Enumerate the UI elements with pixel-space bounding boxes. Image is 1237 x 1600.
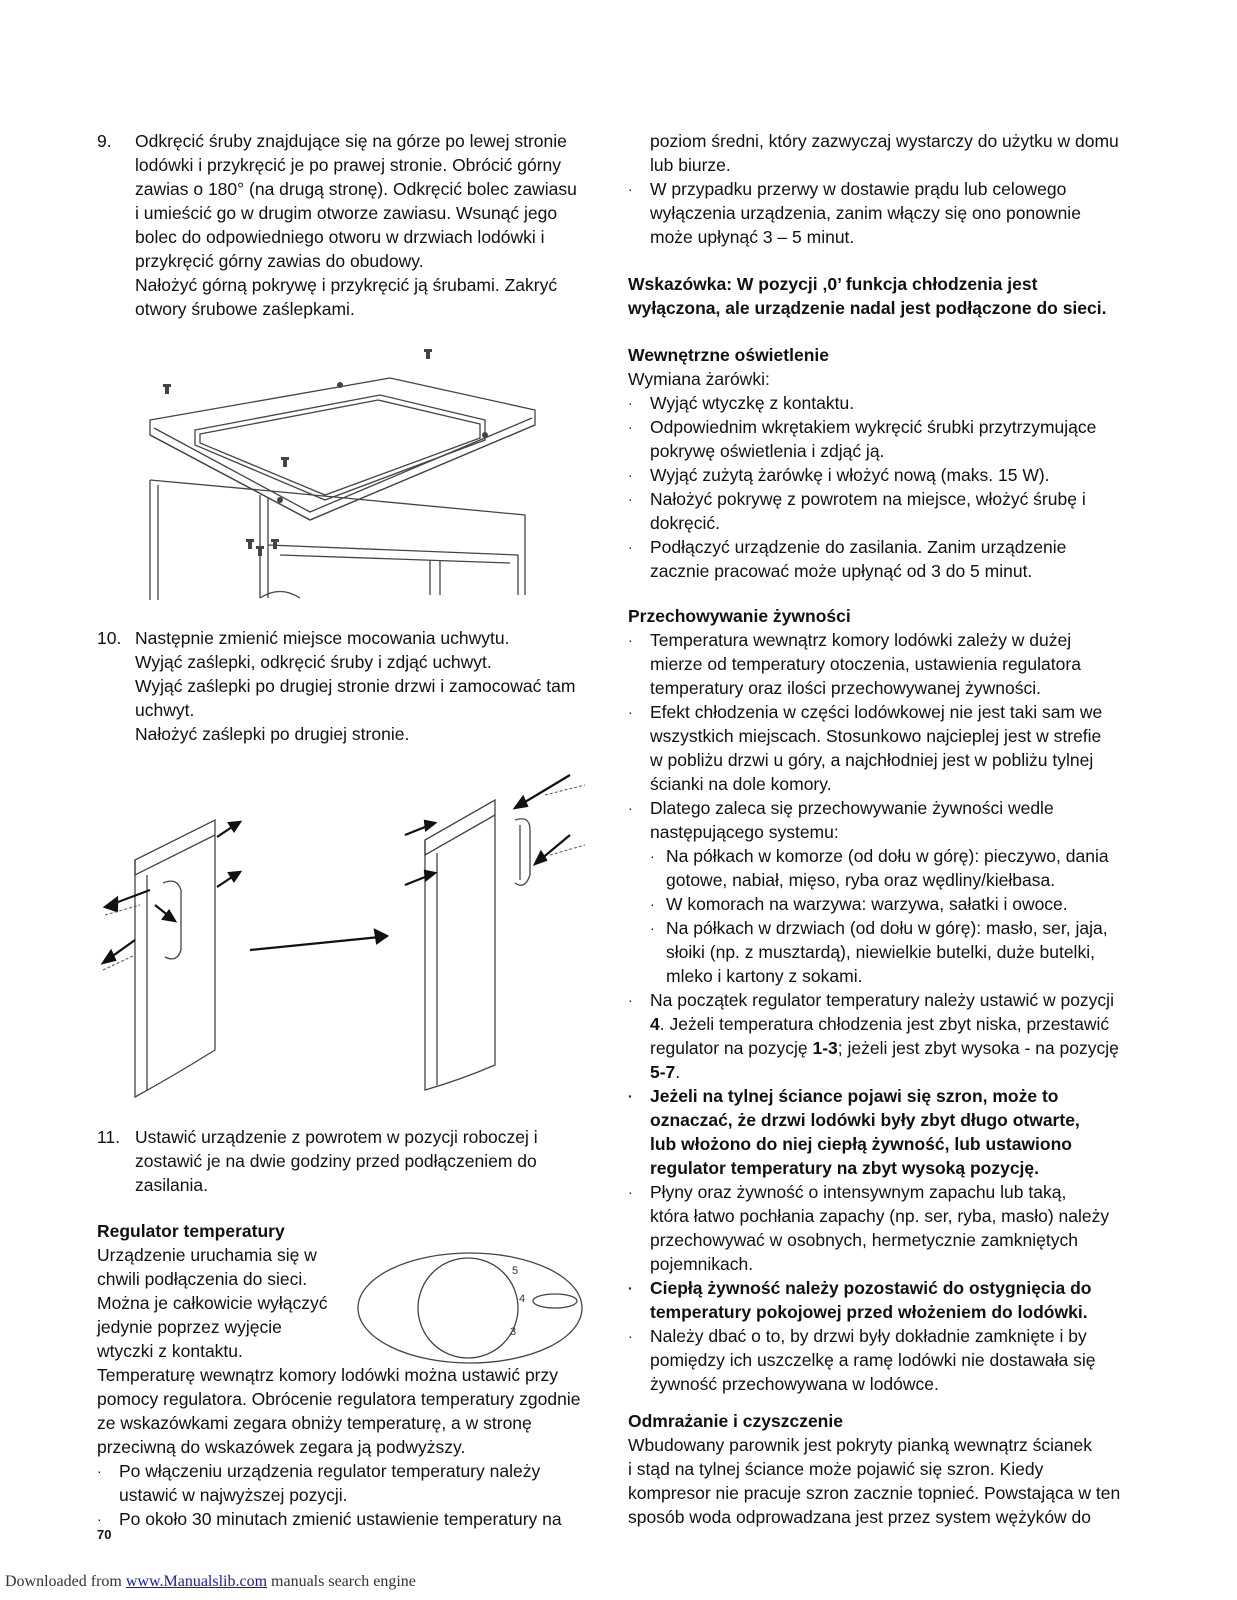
text-line: mleko i kartony z sokami.: [666, 966, 863, 986]
text-line: Na początek regulator temperatury należy ustawić w pozycji: [650, 990, 1114, 1010]
door-handle-illustration: [95, 765, 585, 1105]
text-line: Nałożyć górną pokrywę i przykręcić ją śrubami. Zakryć: [135, 275, 558, 295]
bold-value: 5-7: [650, 1062, 676, 1082]
text-line: Ciepłą żywność należy pozostawić do ostygnięcia do: [650, 1278, 1092, 1298]
text-line: w pobliżu drzwi u góry, a najchłodniej jest w pobliżu tylnej: [650, 750, 1094, 770]
text-line: Urządzenie uruchamia się w: [97, 1245, 317, 1265]
text-line: Po około 30 minutach zmienić ustawienie temperatury na: [119, 1509, 562, 1529]
section-heading: Odmrażanie i czyszczenie: [628, 1411, 843, 1431]
text-line: zasilania.: [135, 1175, 208, 1195]
text-line: W komorach na warzywa: warzywa, sałatki i owoce.: [666, 894, 1068, 914]
text-line: Wyjąć zaślepki, odkręcić śruby i zdjąć uchwyt.: [135, 652, 492, 672]
text-line: żywność przechowywana w lodówce.: [650, 1374, 939, 1394]
text-line: pomocy regulatora. Obrócenie regulatora temperatury zgodnie: [97, 1389, 581, 1409]
text-line: zacznie pracować może upłynąć od 3 do 5 minut.: [650, 561, 1033, 581]
text-fragment: . Jeżeli temperatura chłodzenia jest zbyt niska, przestawić: [659, 1014, 1110, 1034]
text-line: Podłączyć urządzenie do zasilania. Zanim urządzenie: [650, 537, 1067, 557]
text-line: Efekt chłodzenia w części lodówkowej nie jest taki sam we: [650, 702, 1103, 722]
text-line: Wskazówka: W pozycji ‚0’ funkcja chłodzenia jest: [628, 274, 1038, 294]
text-line: Wyjąć zaślepki po drugiej stronie drzwi i zamocować tam: [135, 676, 576, 696]
text-line: ścianki na dole komory.: [650, 774, 832, 794]
text-line: Nałożyć pokrywę z powrotem na miejsce, włożyć śrubę i: [650, 489, 1086, 509]
text-line: wyłączenia urządzenia, zanim włączy się ono ponownie: [650, 203, 1081, 223]
bullet-dot: ·: [628, 704, 633, 720]
text-line: może upłynąć 3 – 5 minut.: [650, 227, 855, 247]
section-heading: Regulator temperatury: [97, 1221, 285, 1241]
bullet-dot: ·: [628, 539, 633, 555]
text-line: Nałożyć zaślepki po drugiej stronie.: [135, 724, 410, 744]
text-fragment: ; jeżeli jest zbyt wysoka - na pozycję: [837, 1038, 1119, 1058]
download-footer: [5, 1573, 416, 1591]
bullet-dot: ·: [628, 1280, 633, 1296]
text-line: wyłączona, ale urządzenie nadal jest podłączone do sieci.: [628, 298, 1107, 318]
text-line: wtyczki z kontaktu.: [97, 1341, 243, 1361]
text-line: [650, 1060, 680, 1084]
bullet-dot: ·: [628, 491, 633, 507]
text-line: Ustawić urządzenie z powrotem w pozycji roboczej i: [135, 1127, 538, 1147]
dial-label-3: 3: [510, 1326, 517, 1338]
text-line: i umieścić go w drugim otworze zawiasu. Wsunąć jego: [135, 203, 558, 223]
section-heading: Wewnętrzne oświetlenie: [628, 345, 829, 365]
text-line: poziom średni, który zazwyczaj wystarczy do użytku w domu: [650, 131, 1119, 151]
bullet-dot: ·: [628, 992, 633, 1008]
text-line: mierze od temperatury otoczenia, ustawienia regulatora: [650, 654, 1081, 674]
bullet-dot: ·: [97, 1511, 102, 1527]
text-line: jedynie poprzez wyjęcie: [97, 1317, 282, 1337]
top-cover-illustration: [140, 340, 560, 605]
text-line: Wyjąć zużytą żarówkę i włożyć nową (maks. 15 W).: [650, 465, 1050, 485]
text-line: następującego systemu:: [650, 822, 839, 842]
dial-label-4: 4: [519, 1293, 526, 1305]
text-line: uchwyt.: [135, 700, 195, 720]
text-line: przykręcić górny zawias do obudowy.: [135, 251, 424, 271]
bullet-dot: ·: [628, 1088, 633, 1104]
bullet-dot: ·: [628, 632, 633, 648]
text-line: zostawić je na dwie godziny przed podłączeniem do: [135, 1151, 537, 1171]
text-line: kompresor nie pracuje szron zacznie topnieć. Powstająca w ten: [628, 1483, 1121, 1503]
text-line: gotowe, nabiał, mięso, ryba oraz wędliny/kiełbasa.: [666, 870, 1056, 890]
text-line: i stąd na tylnej ściance może pojawić się szron. Kiedy: [628, 1459, 1044, 1479]
text-line: Następnie zmienić miejsce mocowania uchwytu.: [135, 628, 510, 648]
dial-label-5: 5: [512, 1265, 519, 1277]
section-heading: Przechowywanie żywności: [628, 606, 851, 626]
bullet-dot: ·: [97, 1463, 102, 1479]
step-number: 10.: [97, 628, 122, 648]
text-line: która łatwo pochłania zapachy (np. ser, ryba, masło) należy: [650, 1206, 1110, 1226]
text-line: Temperatura wewnątrz komory lodówki zależy w dużej: [650, 630, 1072, 650]
text-line: sposób woda odprowadzana jest przez system wężyków do: [628, 1507, 1092, 1527]
text-line: otwory śrubowe zaślepkami.: [135, 299, 355, 319]
text-line: bolec do odpowiedniego otworu w drzwiach lodówki i: [135, 227, 545, 247]
text-line: lub włożono do niej ciepłą żywność, lub ustawiono: [650, 1134, 1072, 1154]
text-line: Na półkach w komorze (od dołu w górę): pieczywo, dania: [666, 846, 1109, 866]
text-line: pomiędzy ich uszczelkę a ramę lodówki nie dostawała się: [650, 1350, 1096, 1370]
text-line: Wymiana żarówki:: [628, 369, 770, 389]
text-line: pojemnikach.: [650, 1254, 754, 1274]
text-line: zawias o 180° (na drugą stronę). Odkręcić bolec zawiasu: [135, 179, 577, 199]
text-line: chwili podłączenia do sieci.: [97, 1269, 308, 1289]
bullet-dot: ·: [650, 848, 655, 864]
text-line: ze wskazówkami zegara obniży temperaturę, a w stronę: [97, 1413, 532, 1433]
text-line: przechowywać w osobnych, hermetycznie zamkniętych: [650, 1230, 1078, 1250]
bullet-dot: ·: [628, 1184, 633, 1200]
text-line: ustawić w najwyższej pozycji.: [119, 1485, 348, 1505]
text-line: regulator temperatury na zbyt wysoką pozycję.: [650, 1158, 1040, 1178]
text-line: pokrywę oświetlenia i zdjąć ją.: [650, 441, 885, 461]
bullet-dot: ·: [628, 181, 633, 197]
text-line: Jeżeli na tylnej ściance pojawi się szron, może to: [650, 1086, 1059, 1106]
bullet-dot: ·: [628, 467, 633, 483]
text-fragment: .: [675, 1062, 681, 1082]
step-number: 9.: [97, 131, 112, 151]
text-line: W przypadku przerwy w dostawie prądu lub celowego: [650, 179, 1067, 199]
text-line: lub biurze.: [650, 155, 731, 175]
bullet-dot: ·: [650, 920, 655, 936]
bullet-dot: ·: [628, 800, 633, 816]
text-line: Odkręcić śruby znajdujące się na górze po lewej stronie: [135, 131, 567, 151]
text-line: lodówki i przykręcić je po prawej stronie. Obrócić górny: [135, 155, 561, 175]
bullet-dot: ·: [628, 419, 633, 435]
text-line: Na półkach w drzwiach (od dołu w górę): masło, ser, jaja,: [666, 918, 1108, 938]
text-line: przeciwną do wskazówek zegara ją podwyższy.: [97, 1437, 466, 1457]
page-number: 70: [97, 1527, 112, 1542]
text-line: wszystkich miejscach. Stosunkowo najcieplej jest w strefie: [650, 726, 1102, 746]
bold-value: 4: [650, 1014, 660, 1034]
text-line: [650, 1012, 1109, 1036]
text-line: [650, 1036, 1119, 1060]
bold-value: 1-3: [812, 1038, 838, 1058]
manualslib-link[interactable]: www.Manualslib.com: [125, 1573, 268, 1590]
text-line: temperatury pokojowej przed włożeniem do lodówki.: [650, 1302, 1088, 1322]
text-line: Należy dbać o to, by drzwi były dokładnie zamknięte i by: [650, 1326, 1087, 1346]
text-line: Po włączeniu urządzenia regulator temperatury należy: [119, 1461, 541, 1481]
text-line: Można je całkowicie wyłączyć: [97, 1293, 328, 1313]
footer-suffix: manuals search engine: [267, 1573, 416, 1590]
text-line: Dlatego zaleca się przechowywanie żywności wedle: [650, 798, 1054, 818]
bullet-dot: ·: [628, 395, 633, 411]
step-number: 11.: [97, 1127, 121, 1147]
text-line: słoiki (np. z musztardą), niewielkie butelki, duże butelki,: [666, 942, 1095, 962]
text-line: Wyjąć wtyczkę z kontaktu.: [650, 393, 855, 413]
text-line: Odpowiednim wkrętakiem wykręcić śrubki przytrzymujące: [650, 417, 1097, 437]
text-line: Temperaturę wewnątrz komory lodówki można ustawić przy: [97, 1365, 558, 1385]
text-fragment: regulator na pozycję: [650, 1038, 813, 1058]
bullet-dot: ·: [628, 1328, 633, 1344]
text-line: dokręcić.: [650, 513, 721, 533]
footer-prefix: Downloaded from: [5, 1573, 126, 1590]
text-line: temperatury oraz ilości przechowywanej żywności.: [650, 678, 1041, 698]
text-line: Wbudowany parownik jest pokryty pianką wewnątrz ścianek: [628, 1435, 1092, 1455]
text-line: oznaczać, że drzwi lodówki były zbyt długo otwarte,: [650, 1110, 1080, 1130]
text-line: Płyny oraz żywność o intensywnym zapachu lub taką,: [650, 1182, 1067, 1202]
bullet-dot: ·: [650, 896, 655, 912]
temperature-dial-illustration: [355, 1250, 585, 1370]
